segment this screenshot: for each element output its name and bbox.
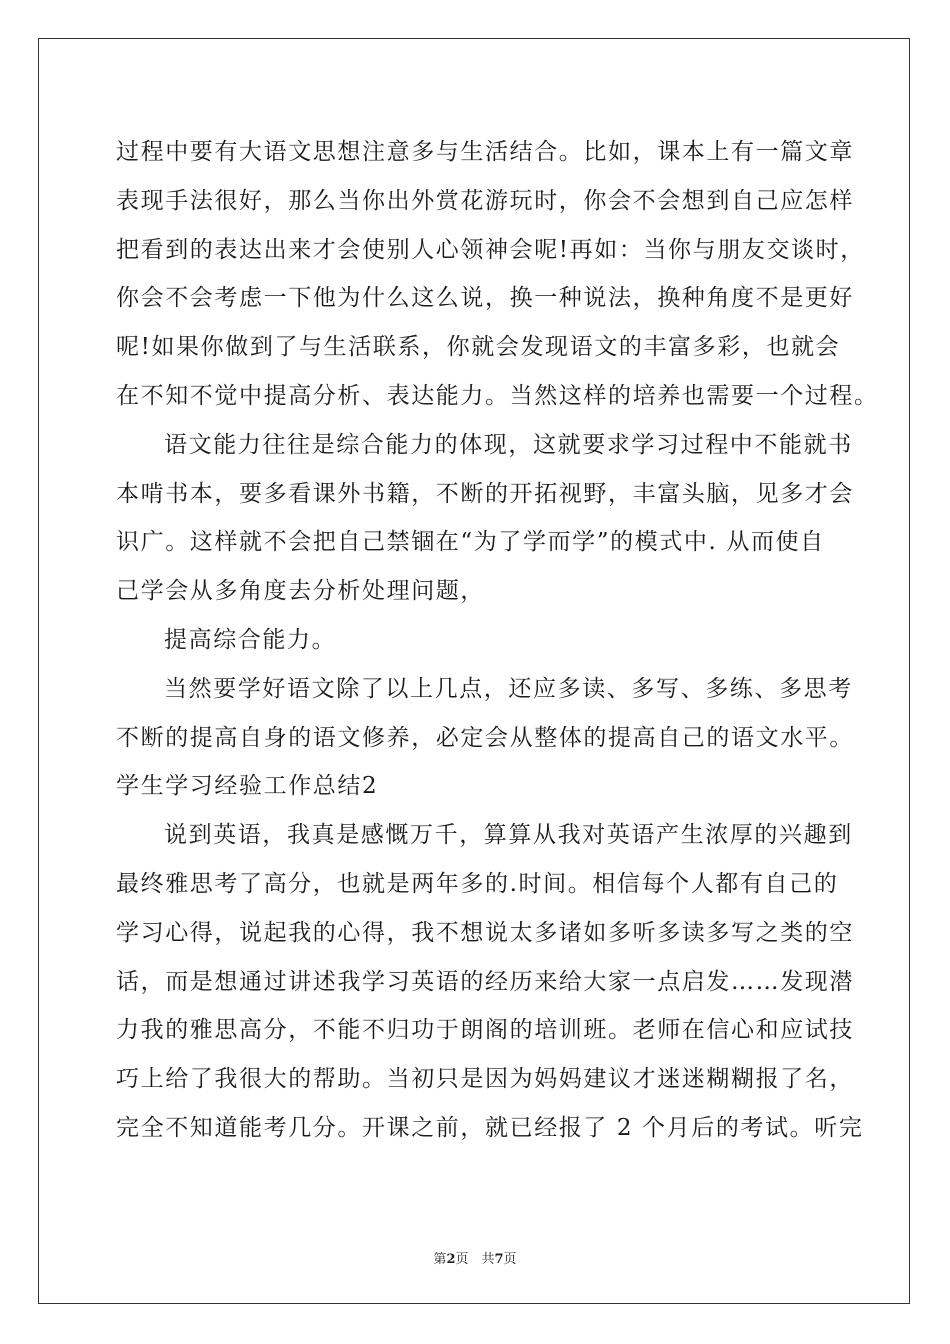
text-line: 学生学习经验工作总结2 <box>116 773 379 800</box>
text-line: 在不知不觉中提高分析、表达能力。当然这样的培养也需要一个过程。 <box>116 382 879 409</box>
text-line: 完全不知道能考几分。开课之前，就已经报了 2 个月后的考试。听完 <box>116 1114 864 1141</box>
text-line: 识广。这样就不会把自己禁锢在“为了学而学”的模式中. 从而使自 <box>116 529 825 556</box>
text-line: 说到英语，我真是感慨万千，算算从我对英语产生浓厚的兴趣到 <box>164 822 853 849</box>
footer-prefix: 第 <box>433 1252 447 1267</box>
text-line: 不断的提高自身的语文修养，必定会从整体的提高自己的语文水平。 <box>116 724 854 751</box>
document-body <box>116 128 879 1153</box>
text-line: 过程中要有大语文思想注意多与生活结合。比如，课本上有一篇文章 <box>116 139 854 165</box>
text-line: 提高综合能力。 <box>164 626 337 653</box>
text-line: 本啃书本，要多看课外书籍，不断的开拓视野，丰富头脑，见多才会 <box>116 480 854 507</box>
text-line: 语文能力往往是综合能力的体现，这就要求学习过程中不能就书 <box>164 431 853 458</box>
page-footer <box>0 1248 950 1267</box>
footer-mid: 页 共 <box>455 1252 495 1267</box>
text-line: 学习心得，说起我的心得，我不想说太多诸如多听多读多写之类的空 <box>116 919 854 946</box>
footer-total-pages: 7 <box>494 1252 504 1267</box>
text-line: 把看到的表达出来才会使别人心领神会呢!再如：当你与朋友交谈时， <box>116 236 865 263</box>
text-line: 你会不会考虑一下他为什么这么说，换一种说法，换种角度不是更好 <box>116 285 854 312</box>
text-line: 呢!如果你做到了与生活联系，你就会发现语文的丰富多彩，也就会 <box>116 334 841 361</box>
text-line: 巧上给了我很大的帮助。当初只是因为妈妈建议才迷迷糊糊报了名， <box>116 1066 854 1093</box>
text-line: 当然要学好语文除了以上几点，还应多读、多写、多练、多思考 <box>164 675 853 702</box>
text-line: 表现手法很好，那么当你出外赏花游玩时，你会不会想到自己应怎样 <box>116 187 854 214</box>
footer-suffix: 页 <box>503 1252 517 1267</box>
text-line: 话，而是想通过讲述我学习英语的经历来给大家一点启发……发现潜 <box>116 968 854 995</box>
footer-current-page: 2 <box>446 1252 456 1267</box>
text-line: 最终雅思考了高分，也就是两年多的.时间。相信每个人都有自己的 <box>116 870 839 897</box>
text-line: 力我的雅思高分，不能不归功于朗阁的培训班。老师在信心和应试技 <box>116 1017 854 1044</box>
text-line: 己学会从多角度去分析处理问题， <box>116 578 485 605</box>
